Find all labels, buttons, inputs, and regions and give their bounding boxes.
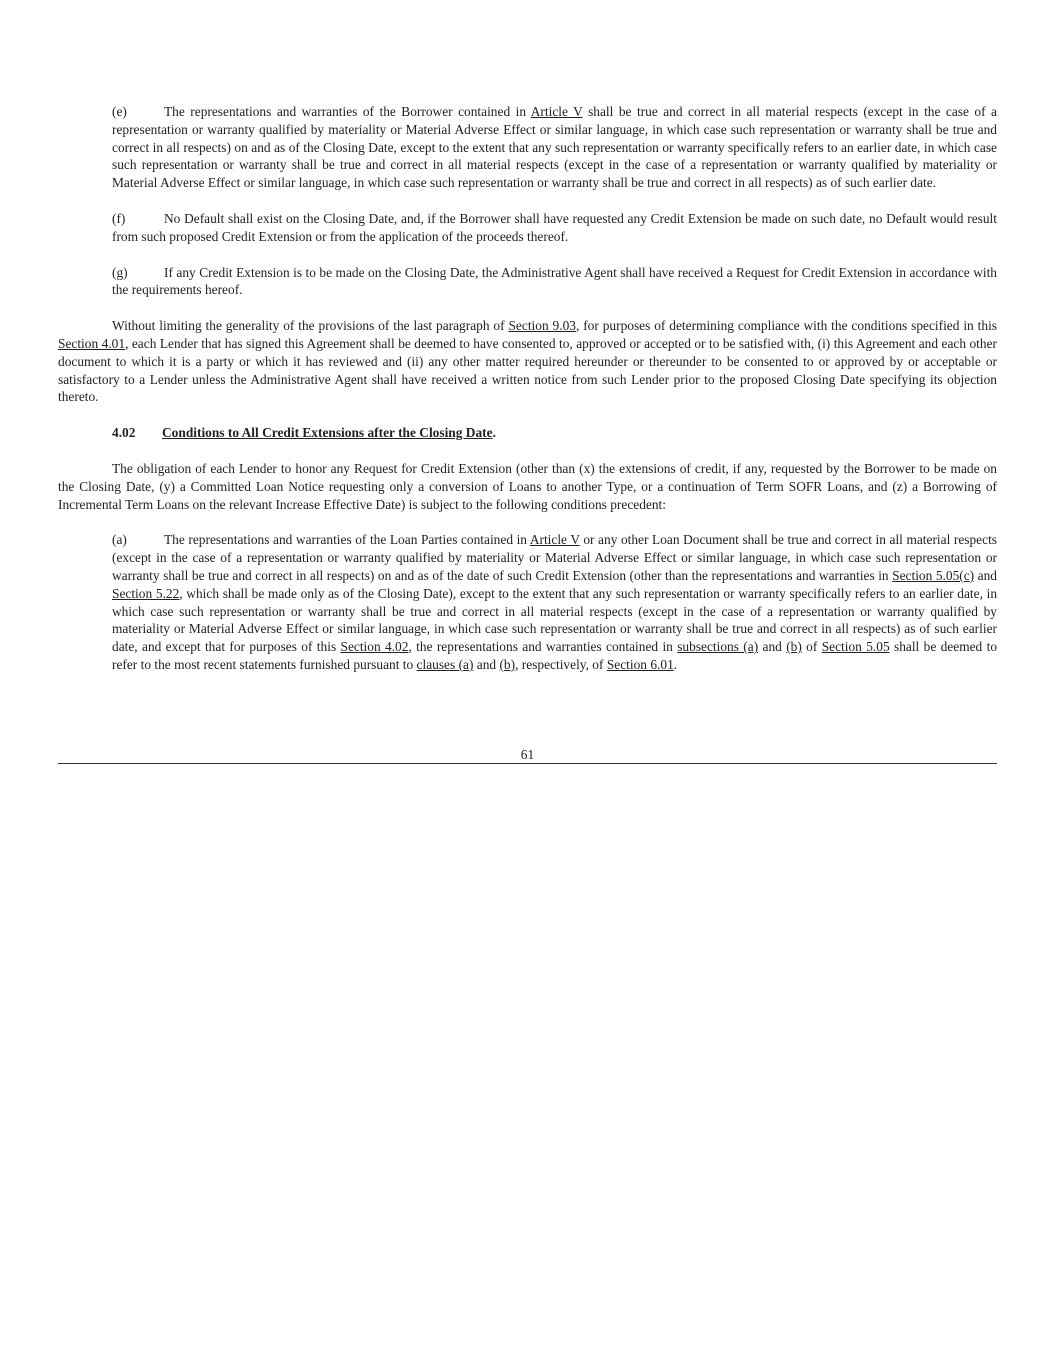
- paragraph-without-limiting: Without limiting the generality of the provisions of the last paragraph of Section 9.03, for purposes of determining compliance with the conditions specified in this Section 4.01, each Lender that has signed this Agreement shall be deemed to have consented to, approved or accepted or to be satisfied with, (i) this Agreement and each other document to which it is a party or which it has reviewed and (ii) any other matter required hereunder or thereunder to be consented to or approved by or acceptable or satisfactory to a Lender unless the Administrative Agent shall have received a written notice from such Lender prior to the proposed Closing Date specifying its objection thereto.: [58, 318, 997, 405]
- section-5-05c-link[interactable]: Section 5.05(c): [892, 567, 975, 583]
- document-body: [58, 103, 997, 674]
- section-4-01-link[interactable]: Section 4.01: [58, 335, 126, 351]
- page-number: 61: [520, 747, 535, 762]
- section-5-05-link[interactable]: Section 5.05: [821, 639, 890, 655]
- clause-e: (e) The representations and warranties of the Borrower contained in Article V shall be true and correct in all material respects (except in the case of a representation or warranty qualified by materiality or Material Adverse Effect or similar language, in which case such representation or warranty shall be true and correct in all respects) on and as of the Closing Date, except to the extent that any such representation or warranty specifically refers to an earlier date, in which case such representation or warranty shall be true and correct in all material respects (except in the case of a representation or warranty qualified by materiality or Material Adverse Effect or similar language, in which case such representation or warranty shall be true and correct in all respects) as of such earlier date.: [112, 103, 997, 192]
- clause-f: (f) No Default shall exist on the Closing Date, and, if the Borrower shall have requested any Credit Extension be made on such date, no Default would result from such proposed Credit Extension or from the application of the proceeds thereof.: [112, 210, 997, 246]
- clauses-a-link[interactable]: clauses (a): [416, 656, 474, 672]
- section-title: Conditions to All Credit Extensions after the Closing Date: [162, 425, 493, 441]
- article-v-link[interactable]: Article V: [530, 104, 583, 119]
- section-5-22-link[interactable]: Section 5.22: [112, 585, 180, 601]
- footer-divider: [58, 763, 997, 764]
- clause-e-label: (e): [112, 104, 127, 119]
- clause-b-link[interactable]: (b): [499, 656, 516, 672]
- section-heading-4-02: 4.02 Conditions to All Credit Extensions after the Closing Date.: [112, 425, 496, 441]
- clause-a: (a) The representations and warranties of the Loan Parties contained in Article V or any other Loan Document shall be true and correct in all material respects (except in the case of a representation or warranty qualified by materiality or Material Adverse Effect or similar language, in which case such representation or warranty shall be true and correct in all respects) on and as of the date of such Credit Extension (other than the representations and warranties in Section 5.05(c) and Section 5.22, which shall be made only as of the Closing Date), except to the extent that any such representation or warranty specifically refers to an earlier date, in which case such representation or warranty shall be true and correct in all material respects (except in the case of a representation or warranty qualified by materiality or Material Adverse Effect or similar language, in which case such representation or warranty shall be true and correct in all respects) as of such earlier date, and except that for purposes of this Section 4.02, the representations and warranties contained in subsections (a) and (b) of Section 5.05 shall be deemed to refer to the most recent statements furnished pursuant to clauses (a) and (b), respectively, of Section 6.01.: [112, 531, 997, 673]
- section-6-01-link[interactable]: Section 6.01: [606, 656, 674, 672]
- subsections-a-link[interactable]: subsections (a): [677, 639, 759, 655]
- section-4-02-link[interactable]: Section 4.02: [340, 639, 409, 655]
- section-number: 4.02: [112, 425, 136, 441]
- clause-a-label: (a): [112, 532, 127, 548]
- subsection-b-link[interactable]: (b): [786, 639, 802, 655]
- article-v-link[interactable]: Article V: [529, 532, 580, 548]
- clause-g: (g) If any Credit Extension is to be made on the Closing Date, the Administrative Agent shall have received a Request for Credit Extension in accordance with the requirements hereof.: [112, 264, 997, 300]
- clause-g-label: (g): [112, 264, 128, 280]
- section-9-03-link[interactable]: Section 9.03: [508, 318, 576, 334]
- clause-f-label: (f): [112, 210, 126, 226]
- paragraph-obligation: The obligation of each Lender to honor any Request for Credit Extension (other than (x) the extensions of credit, if any, requested by the Borrower to be made on the Closing Date, (y) a Committed Loan Notice requesting only a conversion of Loans to another Type, or a continuation of Term SOFR Loans, and (z) a Borrowing of Incremental Term Loans on the relevant Increase Effective Date) is subject to the following conditions precedent:: [58, 460, 997, 512]
